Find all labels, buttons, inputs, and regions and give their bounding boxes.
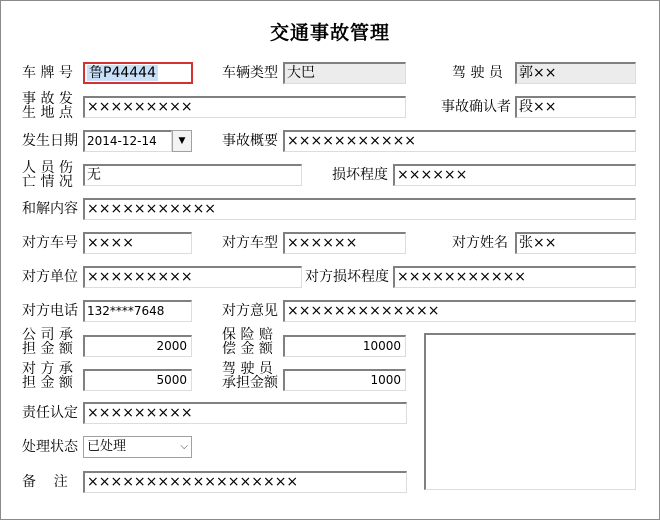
casualty-label-line2: 亡 情 况 bbox=[22, 174, 73, 190]
vehicle-type-input[interactable]: 大巴 bbox=[283, 62, 406, 84]
insurance-amount-input[interactable]: 10000 bbox=[283, 335, 406, 357]
driver-input[interactable]: 郭×× bbox=[515, 62, 636, 84]
opp-phone-input[interactable]: 132****7648 bbox=[83, 300, 192, 322]
opp-name-label: 对方姓名 bbox=[452, 235, 508, 251]
status-value: 已处理 bbox=[87, 439, 127, 454]
opp-damage-input[interactable]: ××××××××××× bbox=[393, 266, 636, 288]
driver-amount-label-line1: 驾 驶 员 bbox=[222, 361, 273, 377]
opp-type-input[interactable]: ×××××× bbox=[283, 232, 406, 254]
opp-opinion-label: 对方意见 bbox=[222, 303, 278, 319]
opp-phone-label: 对方电话 bbox=[22, 303, 78, 319]
remark-label: 备 注 bbox=[22, 474, 68, 490]
company-amount-input[interactable]: 2000 bbox=[83, 335, 192, 357]
insurance-amount-label-line1: 保 险 赔 bbox=[222, 327, 273, 343]
accident-place-label bbox=[22, 92, 73, 120]
driver-amount-label-line2: 承担金额 bbox=[222, 375, 278, 391]
settlement-label: 和解内容 bbox=[22, 201, 78, 217]
damage-input[interactable]: ×××××× bbox=[393, 164, 636, 186]
plate-value: 鲁P44444 bbox=[89, 65, 156, 81]
insurance-amount-label bbox=[222, 328, 273, 356]
chevron-down-icon: ▼ bbox=[178, 136, 186, 146]
opp-name-input[interactable]: 张×× bbox=[515, 232, 636, 254]
responsibility-input[interactable]: ××××××××× bbox=[83, 402, 407, 424]
opp-amount-label bbox=[22, 362, 73, 390]
status-select[interactable] bbox=[83, 436, 192, 458]
driver-amount-input[interactable]: 1000 bbox=[283, 369, 406, 391]
plate-input[interactable] bbox=[83, 62, 193, 84]
remark-input[interactable]: ×××××××××××××××××× bbox=[83, 471, 407, 493]
company-amount-label bbox=[22, 328, 73, 356]
page-title: 交通事故管理 bbox=[269, 22, 390, 44]
opp-unit-label: 对方单位 bbox=[22, 269, 78, 285]
opp-plate-label: 对方车号 bbox=[22, 235, 78, 251]
casualty-input[interactable]: 无 bbox=[83, 164, 302, 186]
opp-plate-input[interactable]: ×××× bbox=[83, 232, 192, 254]
status-label: 处理状态 bbox=[22, 439, 78, 455]
confirmer-label: 事故确认者 bbox=[441, 99, 511, 115]
insurance-amount-label-line2: 偿 金 额 bbox=[222, 341, 273, 357]
accident-place-label-line2: 生 地 点 bbox=[22, 105, 73, 121]
casualty-label-line1: 人 员 伤 bbox=[22, 160, 73, 176]
chevron-down-icon: ⌵ bbox=[180, 441, 188, 452]
accident-place-label-line1: 事 故 发 bbox=[22, 91, 73, 107]
opp-amount-input[interactable]: 5000 bbox=[83, 369, 192, 391]
vehicle-type-label: 车辆类型 bbox=[222, 65, 278, 81]
opp-amount-label-line2: 担 金 额 bbox=[22, 375, 73, 391]
casualty-label bbox=[22, 161, 73, 189]
opp-unit-input[interactable]: ××××××××× bbox=[83, 266, 302, 288]
date-label: 发生日期 bbox=[22, 133, 78, 149]
driver-label: 驾 驶 员 bbox=[452, 65, 503, 81]
date-input[interactable]: 2014-12-14 bbox=[83, 130, 172, 152]
opp-type-label: 对方车型 bbox=[222, 235, 278, 251]
opp-damage-label: 对方损坏程度 bbox=[305, 269, 389, 285]
confirmer-input[interactable]: 段×× bbox=[515, 96, 636, 118]
summary-label: 事故概要 bbox=[222, 133, 278, 149]
company-amount-label-line2: 担 金 额 bbox=[22, 341, 73, 357]
driver-amount-label bbox=[222, 362, 278, 390]
responsibility-label: 责任认定 bbox=[22, 405, 78, 421]
damage-label: 损坏程度 bbox=[332, 167, 388, 183]
company-amount-label-line1: 公 司 承 bbox=[22, 327, 73, 343]
notes-textarea[interactable] bbox=[424, 333, 636, 490]
settlement-input[interactable]: ××××××××××× bbox=[83, 198, 636, 220]
summary-input[interactable]: ××××××××××× bbox=[283, 130, 636, 152]
date-picker-button[interactable] bbox=[172, 130, 192, 152]
opp-opinion-input[interactable]: ××××××××××××× bbox=[283, 300, 636, 322]
opp-amount-label-line1: 对 方 承 bbox=[22, 361, 73, 377]
plate-label: 车 牌 号 bbox=[22, 65, 73, 81]
accident-place-input[interactable]: ××××××××× bbox=[83, 96, 406, 118]
